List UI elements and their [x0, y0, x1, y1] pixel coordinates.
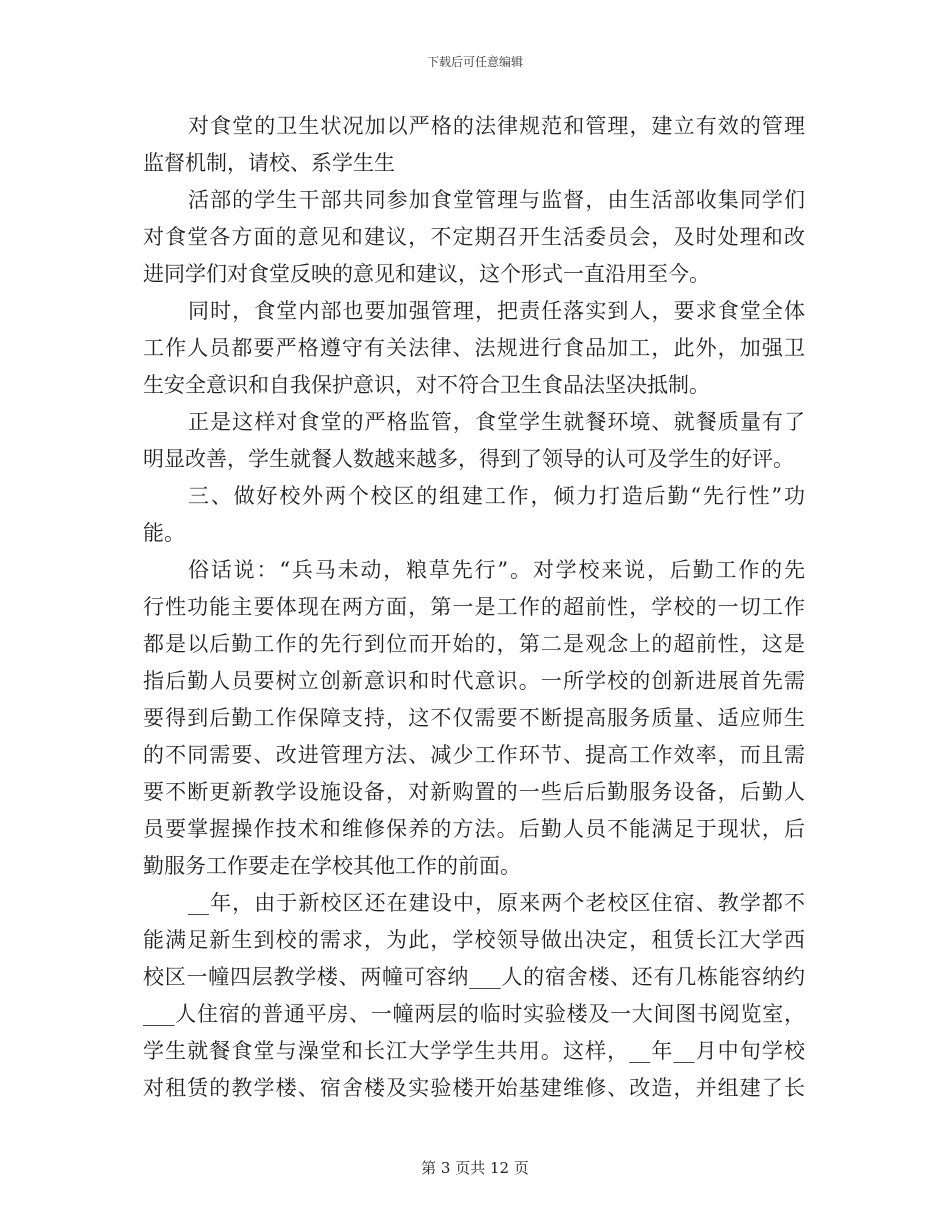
- text-line: 对租赁的教学楼、宿舍楼及实验楼开始基建维修、改造，并组建了长: [143, 1076, 805, 1100]
- section-heading-paragraph: [143, 478, 805, 552]
- page-header: 下载后可任意编辑: [426, 55, 523, 69]
- text-line: 进同学们对食堂反映的意见和建议，这个形式一直沿用至今。: [143, 262, 710, 286]
- text-line: 明显改善，学生就餐人数越来越多，得到了领导的认可及学生的好评。: [143, 447, 794, 471]
- text-line: 对食堂的卫生状况加以严格的法律规范和管理，建立有效的管理: [188, 114, 805, 138]
- paragraph: [143, 552, 805, 885]
- text-line: 对食堂各方面的意见和建议，不定期召开生活委员会，及时处理和改: [143, 225, 805, 249]
- paragraph: [143, 293, 805, 404]
- text-line: 员要掌握操作技术和维修保养的方法。后勤人员不能满足于现状，后: [143, 817, 805, 841]
- text-line: 要不断更新教学设施设备，对新购置的一些后后勤服务设备，后勤人: [143, 780, 805, 804]
- text-line: ___人住宿的普通平房、一幢两层的临时实验楼及一大间图书阅览室，: [143, 1002, 805, 1026]
- text-line: 同时，食堂内部也要加强管理，把责任落实到人，要求食堂全体: [188, 299, 805, 323]
- text-line: 要得到后勤工作保障支持，这不仅需要不断提高服务质量、适应师生: [143, 706, 805, 730]
- text-line: 能满足新生到校的需求，为此，学校领导做出决定，租赁长江大学西: [143, 928, 805, 952]
- text-line: 俗话说：“兵马未动，粮草先行”。对学校来说，后勤工作的先: [188, 558, 805, 582]
- text-line: 的不同需要、改进管理方法、减少工作环节、提高工作效率，而且需: [143, 743, 805, 767]
- text-line: 行性功能主要体现在两方面，第一是工作的超前性，学校的一切工作: [143, 595, 805, 619]
- paragraph: [143, 885, 805, 1107]
- text-line: 活部的学生干部共同参加食堂管理与监督，由生活部收集同学们: [188, 188, 805, 212]
- paragraph: [143, 108, 805, 182]
- text-line: 学生就餐食堂与澡堂和长江大学学生共用。这样，__年__月中旬学校: [143, 1039, 805, 1063]
- document-body: [143, 108, 805, 1107]
- text-line: 指后勤人员要树立创新意识和时代意识。一所学校的创新进展首先需: [143, 669, 805, 693]
- text-line: 能。: [143, 521, 185, 545]
- text-line: 生安全意识和自我保护意识，对不符合卫生食品法坚决抵制。: [143, 373, 710, 397]
- text-line: 三、做好校外两个校区的组建工作，倾力打造后勤“先行性”功: [188, 484, 805, 508]
- paragraph: [143, 182, 805, 293]
- paragraph: [143, 404, 805, 478]
- text-line: 监督机制，请校、系学生生: [143, 151, 395, 175]
- text-line: 勤服务工作要走在学校其他工作的前面。: [143, 854, 521, 878]
- text-line: 校区一幢四层教学楼、两幢可容纳___人的宿舍楼、还有几栋能容纳约: [143, 965, 805, 989]
- page-number-footer: 第 3 页共 12 页: [421, 1159, 529, 1177]
- text-line: 都是以后勤工作的先行到位而开始的，第二是观念上的超前性，这是: [143, 632, 805, 656]
- text-line: 工作人员都要严格遵守有关法律、法规进行食品加工，此外，加强卫: [143, 336, 805, 360]
- text-line: __年，由于新校区还在建设中，原来两个老校区住宿、教学都不: [188, 891, 805, 915]
- text-line: 正是这样对食堂的严格监管，食堂学生就餐环境、就餐质量有了: [188, 410, 805, 434]
